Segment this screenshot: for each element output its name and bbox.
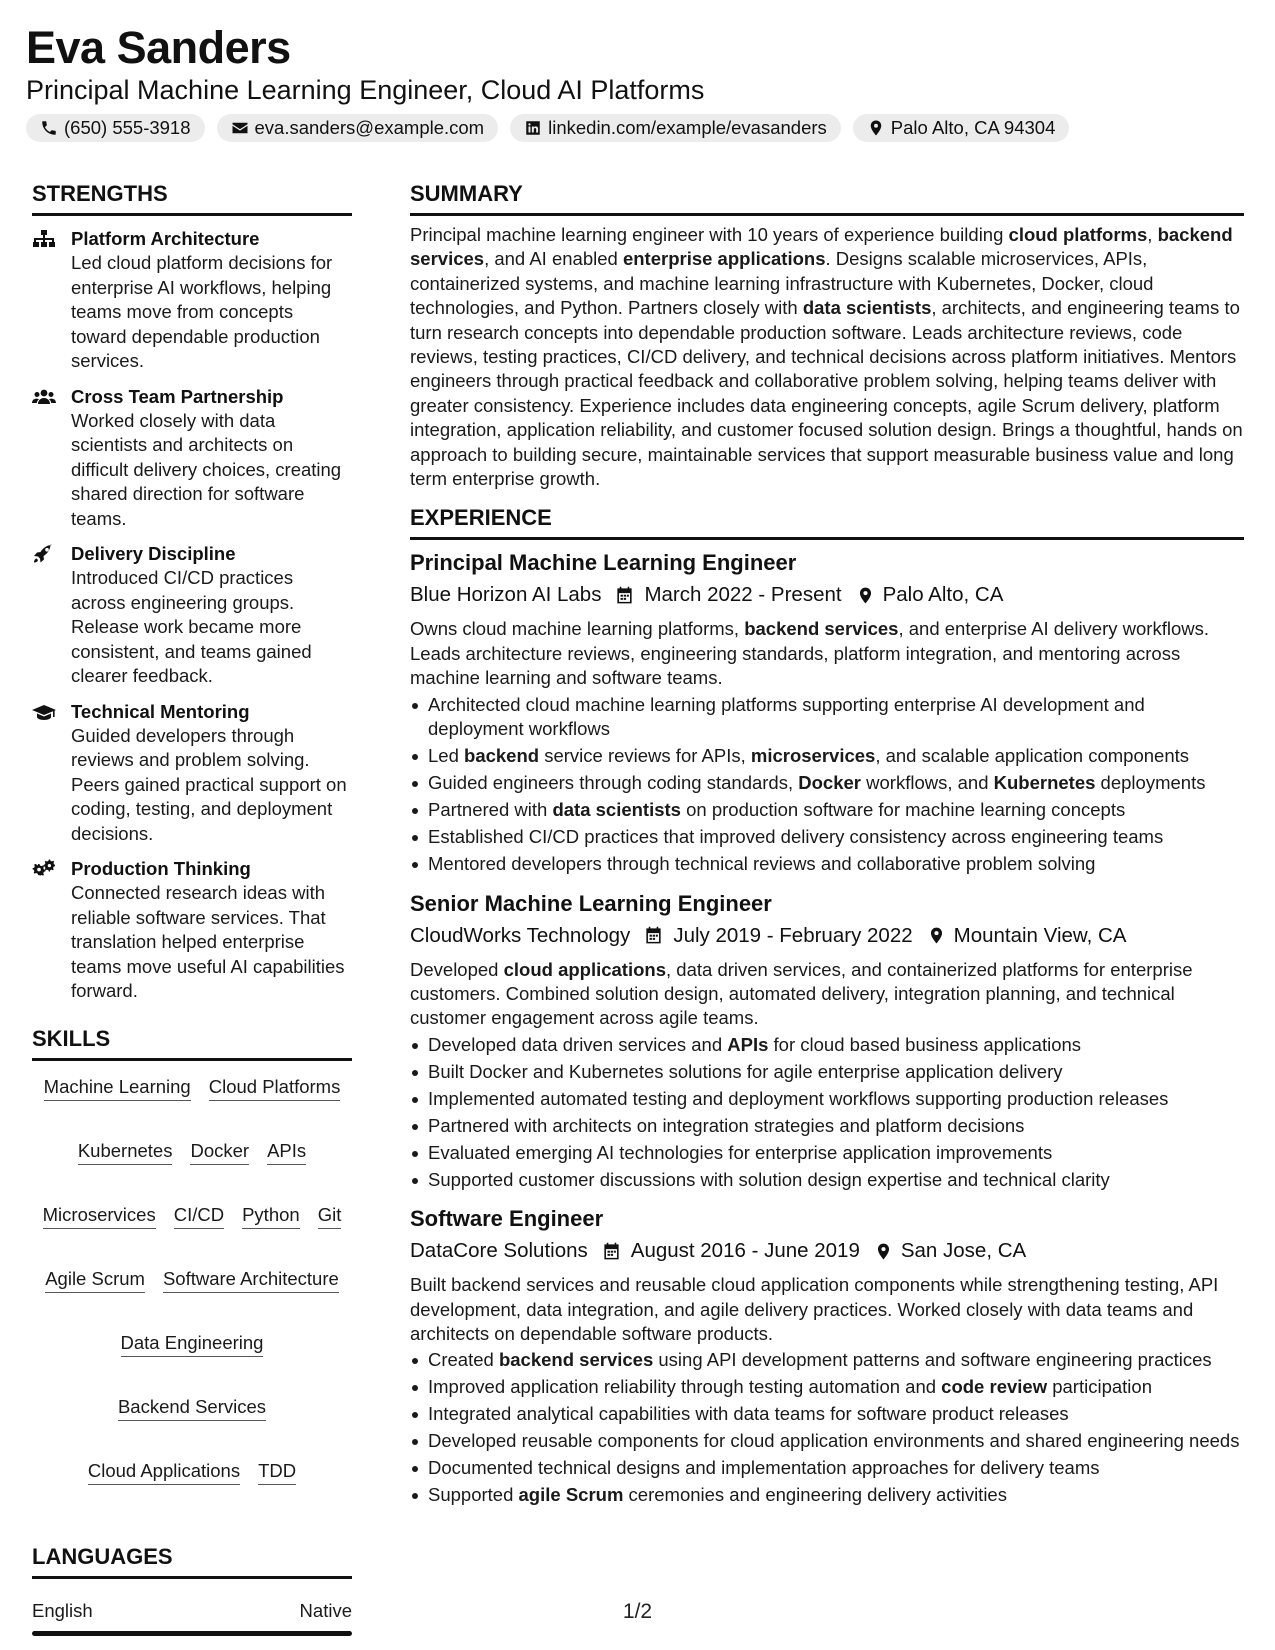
languages-heading: LANGUAGES bbox=[32, 1543, 352, 1579]
candidate-headline: Principal Machine Learning Engineer, Cloud AI Platforms bbox=[26, 75, 705, 105]
right-column bbox=[410, 180, 1244, 1510]
bullet-item bbox=[410, 1402, 1244, 1426]
job-description bbox=[410, 617, 1244, 690]
company-name: DataCore Solutions bbox=[410, 1239, 588, 1263]
strength-title: Production Thinking bbox=[71, 858, 251, 879]
summary-text bbox=[410, 223, 1244, 491]
job-title: Senior Machine Learning Engineer bbox=[410, 890, 772, 916]
skill-tag: Data Engineering bbox=[121, 1331, 264, 1357]
job-entry bbox=[410, 548, 1244, 876]
emphasis-text: code review bbox=[941, 1376, 1048, 1398]
emphasis-text: agile Scrum bbox=[518, 1484, 624, 1506]
bullet-item bbox=[410, 852, 1244, 876]
emphasis-text: backend bbox=[464, 745, 540, 767]
job-entry bbox=[410, 1204, 1244, 1508]
emphasis-text: enterprise applications bbox=[622, 248, 826, 270]
text-segment: , bbox=[1147, 224, 1158, 245]
skill-tag: Software Architecture bbox=[163, 1267, 339, 1293]
contact-bar bbox=[26, 114, 1069, 142]
candidate-name: Eva Sanders bbox=[26, 22, 291, 73]
skill-tag: Microservices bbox=[43, 1203, 156, 1229]
skills-list bbox=[32, 1075, 352, 1485]
location-chip bbox=[853, 114, 1070, 142]
gears-icon bbox=[32, 859, 56, 879]
skill-tag: Python bbox=[242, 1203, 300, 1229]
text-segment: , architects, and engineering teams to turn research concepts into dependable production software. Leads architecture reviews, code reviews, testing practices, CI/CD delivery, and technical decisions across platform initiatives. Mentors engineers through practical feedback and collaborative problem solving, helping teams deliver with greater consistency. Experience includes data engineering concepts, agile Scrum delivery, platform integration, application reliability, and customer focused solution design. Brings a thoughtful, hands on approach to building secure, maintainable services that support measurable business value and long term enterprise growth. bbox=[410, 297, 1243, 490]
skill-tag: CI/CD bbox=[174, 1203, 224, 1229]
job-meta bbox=[410, 1236, 1244, 1266]
bullet-item bbox=[410, 798, 1244, 822]
bullet-item bbox=[410, 825, 1244, 849]
text-segment: for cloud based business applications bbox=[768, 1033, 1082, 1055]
emphasis-text: backend services bbox=[410, 224, 1233, 270]
skills-heading: SKILLS bbox=[32, 1025, 352, 1061]
text-segment: Developed reusable components for cloud application environments and shared engineering needs bbox=[428, 1430, 1240, 1452]
bullet-item bbox=[410, 1348, 1244, 1372]
text-segment: Established CI/CD practices that improved delivery consistency across engineering teams bbox=[428, 826, 1164, 848]
emphasis-text: Docker bbox=[798, 772, 861, 794]
phone-text: (650) 555-3918 bbox=[64, 117, 191, 138]
skill-tag: TDD bbox=[258, 1459, 296, 1485]
skill-tag: Agile Scrum bbox=[45, 1267, 145, 1293]
job-meta bbox=[410, 921, 1244, 951]
location-text: Palo Alto, CA 94304 bbox=[890, 117, 1056, 138]
job-entry bbox=[410, 889, 1244, 1193]
text-segment: Partnered with bbox=[428, 799, 553, 821]
text-segment: Principal machine learning engineer with 10 years of experience building bbox=[410, 224, 1009, 245]
text-segment: Documented technical designs and implementation approaches for delivery teams bbox=[428, 1457, 1100, 1479]
skill-tag: Backend Services bbox=[118, 1395, 266, 1421]
skill-tag: Cloud Applications bbox=[88, 1459, 240, 1485]
bullet-item bbox=[410, 1483, 1244, 1507]
experience-section bbox=[410, 504, 1244, 1507]
emphasis-text: Kubernetes bbox=[993, 772, 1096, 794]
text-segment: Supported customer discussions with solution design expertise and technical clarity bbox=[428, 1168, 1110, 1190]
job-title: Principal Machine Learning Engineer bbox=[410, 550, 797, 576]
linkedin-text: linkedin.com/example/evasanders bbox=[548, 117, 827, 138]
skills-section bbox=[32, 1025, 352, 1485]
graduation-cap-icon bbox=[32, 702, 56, 722]
strength-title: Cross Team Partnership bbox=[71, 385, 284, 407]
users-icon bbox=[32, 387, 56, 407]
bullet-item bbox=[410, 1114, 1244, 1138]
bullet-item bbox=[410, 693, 1244, 742]
text-segment: Mentored developers through technical reviews and collaborative problem solving bbox=[428, 853, 1096, 875]
strength-description: Worked closely with data scientists and architects on difficult delivery choices, creating shared direction for software teams. bbox=[71, 409, 342, 529]
skill-tag: Kubernetes bbox=[78, 1139, 173, 1165]
strength-title: Delivery Discipline bbox=[71, 543, 236, 564]
emphasis-text: backend services bbox=[498, 1349, 654, 1371]
phone-chip[interactable] bbox=[26, 114, 205, 142]
company-name: CloudWorks Technology bbox=[410, 923, 631, 947]
text-segment: Implemented automated testing and deployment workflows supporting production releases bbox=[428, 1087, 1169, 1109]
text-segment: using API development patterns and software engineering practices bbox=[653, 1349, 1212, 1371]
map-pin-icon bbox=[867, 119, 885, 137]
calendar-icon bbox=[644, 926, 663, 945]
company-name: Blue Horizon AI Labs bbox=[410, 583, 602, 607]
text-segment: Integrated analytical capabilities with data teams for software product releases bbox=[428, 1403, 1069, 1425]
text-segment: Owns cloud machine learning platforms, bbox=[410, 618, 745, 640]
emphasis-text: data scientists bbox=[802, 297, 932, 319]
job-location: San Jose, CA bbox=[900, 1239, 1027, 1263]
job-dates: August 2016 - June 2019 bbox=[630, 1239, 860, 1263]
job-title: Software Engineer bbox=[410, 1206, 604, 1232]
text-segment: Created bbox=[428, 1349, 499, 1371]
text-segment: Built Docker and Kubernetes solutions for agile enterprise application delivery bbox=[428, 1060, 1063, 1082]
text-segment: , and scalable application components bbox=[875, 745, 1190, 767]
bullet-item bbox=[410, 1033, 1244, 1057]
bullet-item bbox=[410, 1429, 1244, 1453]
linkedin-chip[interactable] bbox=[510, 114, 841, 142]
skill-tag: Cloud Platforms bbox=[209, 1075, 341, 1101]
job-location: Palo Alto, CA bbox=[882, 583, 1004, 607]
skill-tag: Machine Learning bbox=[44, 1075, 191, 1101]
skill-tag: Git bbox=[318, 1203, 342, 1229]
text-segment: Led bbox=[428, 745, 465, 767]
text-segment: Architected cloud machine learning platforms supporting enterprise AI development and deployment workflows bbox=[428, 693, 1145, 740]
emphasis-text: APIs bbox=[727, 1033, 769, 1055]
rocket-icon bbox=[32, 544, 56, 564]
strength-item bbox=[32, 227, 352, 374]
bullet-item bbox=[410, 1168, 1244, 1192]
text-segment: Guided engineers through coding standards, bbox=[428, 772, 799, 794]
skill-tag: APIs bbox=[267, 1139, 306, 1165]
text-segment: Evaluated emerging AI technologies for enterprise application improvements bbox=[428, 1141, 1053, 1163]
text-segment: workflows, and bbox=[861, 772, 994, 794]
phone-icon bbox=[40, 119, 58, 137]
left-column bbox=[32, 180, 352, 1636]
text-segment: deployments bbox=[1095, 772, 1206, 794]
map-pin-icon bbox=[856, 586, 875, 605]
emphasis-text: cloud platforms bbox=[1008, 224, 1148, 245]
bullet-item bbox=[410, 1375, 1244, 1399]
job-description bbox=[410, 958, 1244, 1031]
text-segment: , and enterprise AI delivery workflows. Leads architecture reviews, engineering standards, platform integration, and mentoring across machine learning and software teams. bbox=[410, 618, 1209, 689]
strength-item bbox=[32, 542, 352, 689]
strength-title: Technical Mentoring bbox=[71, 700, 250, 722]
strength-item bbox=[32, 857, 352, 1004]
strength-description: Connected research ideas with reliable software services. That translation helped enterprise teams move useful AI capabilities forward. bbox=[71, 882, 345, 1001]
job-dates: March 2022 - Present bbox=[644, 583, 842, 607]
experience-heading: EXPERIENCE bbox=[410, 504, 1244, 540]
text-segment: , and AI enabled bbox=[484, 248, 623, 270]
text-segment: ceremonies and engineering delivery activities bbox=[623, 1484, 1007, 1506]
job-dates: July 2019 - February 2022 bbox=[673, 923, 913, 947]
bullet-item bbox=[410, 1141, 1244, 1165]
strength-description: Guided developers through reviews and problem solving. Peers gained practical support on coding, testing, and deployment decisions. bbox=[71, 724, 347, 844]
text-segment: Partnered with architects on integration strategies and platform decisions bbox=[428, 1114, 1025, 1136]
strength-item bbox=[32, 385, 352, 532]
job-bullets bbox=[410, 1033, 1244, 1192]
page-number: 1/2 bbox=[622, 1600, 653, 1623]
text-segment: Built backend services and reusable cloud application components while strengthening testing, API development, data integration, and agile delivery practices. Worked closely with data teams and architects on dependable software products. bbox=[410, 1274, 1219, 1344]
sitemap-icon bbox=[32, 229, 56, 249]
emphasis-text: cloud applications bbox=[503, 958, 667, 980]
text-segment: on production software for machine learning concepts bbox=[680, 799, 1126, 821]
bullet-item bbox=[410, 771, 1244, 795]
text-segment: Supported bbox=[428, 1484, 519, 1506]
emphasis-text: data scientists bbox=[552, 799, 681, 821]
strengths-heading: STRENGTHS bbox=[32, 180, 352, 216]
strength-description: Introduced CI/CD practices across engineering groups. Release work became more consistent, and teams gained clearer feedback. bbox=[71, 567, 312, 686]
job-bullets bbox=[410, 693, 1244, 877]
map-pin-icon bbox=[927, 926, 946, 945]
job-description bbox=[410, 1273, 1244, 1346]
skill-tag: Docker bbox=[190, 1139, 249, 1165]
text-segment: Developed data driven services and bbox=[428, 1033, 728, 1055]
job-bullets bbox=[410, 1348, 1244, 1507]
text-segment: participation bbox=[1047, 1376, 1152, 1398]
text-segment: Developed bbox=[410, 958, 504, 980]
language-level: Native bbox=[299, 1599, 352, 1621]
bullet-item bbox=[410, 1456, 1244, 1480]
text-segment: service reviews for APIs, bbox=[539, 745, 751, 767]
envelope-icon bbox=[231, 119, 249, 137]
text-segment: , data driven services, and containerized platforms for enterprise customers. Combined solution design, automated delivery, integration planning, and technical customer engagement across agile teams. bbox=[410, 958, 1193, 1029]
emphasis-text: backend services bbox=[744, 618, 899, 640]
linkedin-icon bbox=[524, 119, 542, 137]
calendar-icon bbox=[602, 1242, 621, 1261]
emphasis-text: microservices bbox=[750, 745, 876, 767]
bullet-item bbox=[410, 1087, 1244, 1111]
email-chip[interactable] bbox=[217, 114, 499, 142]
calendar-icon bbox=[615, 586, 634, 605]
job-location: Mountain View, CA bbox=[953, 923, 1127, 947]
language-name: English bbox=[32, 1599, 93, 1621]
summary-heading: SUMMARY bbox=[410, 180, 1244, 216]
bullet-item bbox=[410, 1060, 1244, 1084]
text-segment: . Designs scalable microservices, APIs, containerized systems, and machine learning infrastructure with Kubernetes, Docker, cloud technologies, and Python. Partners closely with bbox=[410, 248, 1154, 319]
email-text: eva.sanders@example.com bbox=[254, 117, 485, 138]
strength-item bbox=[32, 700, 352, 847]
strength-title: Platform Architecture bbox=[71, 228, 260, 249]
map-pin-icon bbox=[874, 1242, 893, 1261]
text-segment: Improved application reliability through testing automation and bbox=[428, 1376, 942, 1398]
language-proficiency-bar bbox=[32, 1631, 352, 1636]
bullet-item bbox=[410, 744, 1244, 768]
job-meta bbox=[410, 580, 1244, 610]
strength-description: Led cloud platform decisions for enterprise AI workflows, helping teams move from concepts toward dependable production services. bbox=[71, 252, 333, 371]
